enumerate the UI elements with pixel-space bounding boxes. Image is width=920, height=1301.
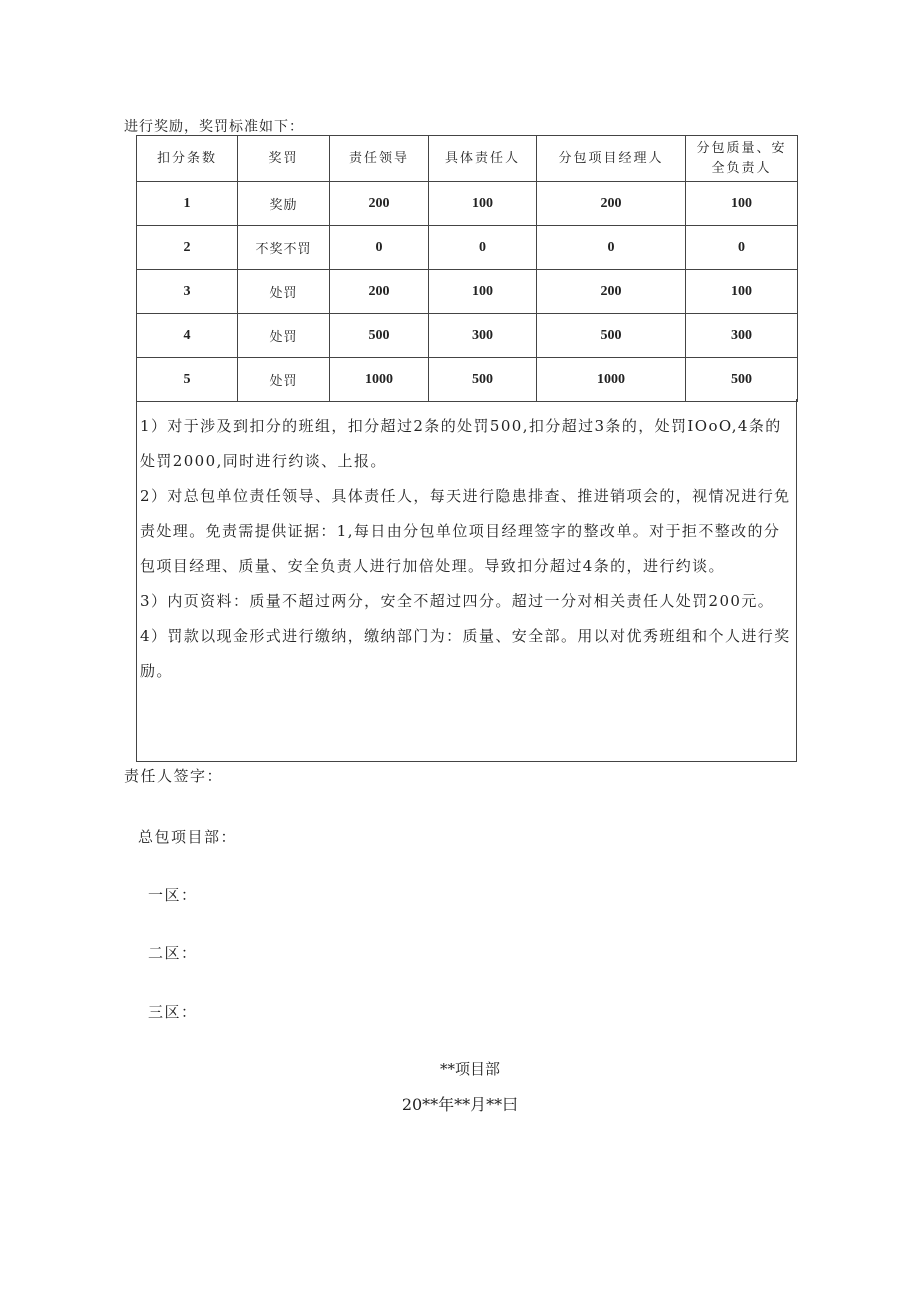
table-header-row [137,136,798,182]
zone-three: 三区： [148,1003,198,1021]
footer-org: **项目部 [439,1060,500,1078]
cell-count: 4 [137,314,238,358]
table-row [137,358,798,402]
footer-date: 20**年**月**曰 [401,1095,519,1114]
cell-pm: 0 [537,226,686,270]
cell-qs: 0 [686,226,798,270]
table-row [137,270,798,314]
cell-qs: 100 [686,270,798,314]
cell-type: 处罚 [238,314,330,358]
cell-type: 处罚 [238,270,330,314]
cell-pm: 500 [537,314,686,358]
note-item: 1）对于涉及到扣分的班组，扣分超过2条的处罚500,扣分超过3条的，处罚IOoO,4条的处罚2000,同时进行约谈、上报。 [140,417,782,470]
cell-leader: 1000 [330,358,429,402]
note-item: 4）罚款以现金形式进行缴纳，缴纳部门为：质量、安全部。用以对优秀班组和个人进行奖励。 [140,627,791,680]
zone-two: 二区： [148,944,198,962]
reward-penalty-table [136,135,798,402]
cell-count: 2 [137,226,238,270]
cell-type: 处罚 [238,358,330,402]
header-subcontract-pm: 分包项目经理人 [537,136,686,182]
cell-type: 不奖不罚 [238,226,330,270]
cell-count: 3 [137,270,238,314]
table-row [137,182,798,226]
cell-count: 1 [137,182,238,226]
header-responsible-leader: 责任领导 [330,136,429,182]
header-deduction-count: 扣分条数 [137,136,238,182]
cell-leader: 0 [330,226,429,270]
cell-pm: 1000 [537,358,686,402]
notes-list [137,399,796,689]
table-row [137,226,798,270]
note-item: 2）对总包单位责任领导、具体责任人，每天进行隐患排查、推进销项会的，视情况进行免责处理。免责需提供证据：1,每日由分包单位项目经理签字的整改单。对于拒不整改的分包项目经理、质量、安全负责人进行加倍处理。导致扣分超过4条的，进行约谈。 [140,487,791,575]
zone-one: 一区： [148,886,198,904]
cell-specific: 0 [429,226,537,270]
notes-box [136,399,797,762]
cell-pm: 200 [537,270,686,314]
signature-label: 责任人签字： [124,767,224,785]
note-item: 3）内页资料：质量不超过两分，安全不超过四分。超过一分对相关责任人处罚200元。 [140,592,775,610]
cell-pm: 200 [537,182,686,226]
intro-text: 进行奖励，奖罚标准如下： [124,119,304,135]
cell-leader: 200 [330,270,429,314]
cell-leader: 200 [330,182,429,226]
cell-type: 奖励 [238,182,330,226]
cell-specific: 300 [429,314,537,358]
cell-leader: 500 [330,314,429,358]
cell-count: 5 [137,358,238,402]
cell-qs: 100 [686,182,798,226]
header-specific-responsible: 具体责任人 [429,136,537,182]
cell-qs: 500 [686,358,798,402]
general-contract-dept: 总包项目部： [138,828,238,846]
header-reward-penalty: 奖罚 [238,136,330,182]
cell-specific: 500 [429,358,537,402]
table-row [137,314,798,358]
cell-qs: 300 [686,314,798,358]
cell-specific: 100 [429,270,537,314]
header-quality-safety-head: 分包质量、安全负责人 [686,136,798,182]
cell-specific: 100 [429,182,537,226]
